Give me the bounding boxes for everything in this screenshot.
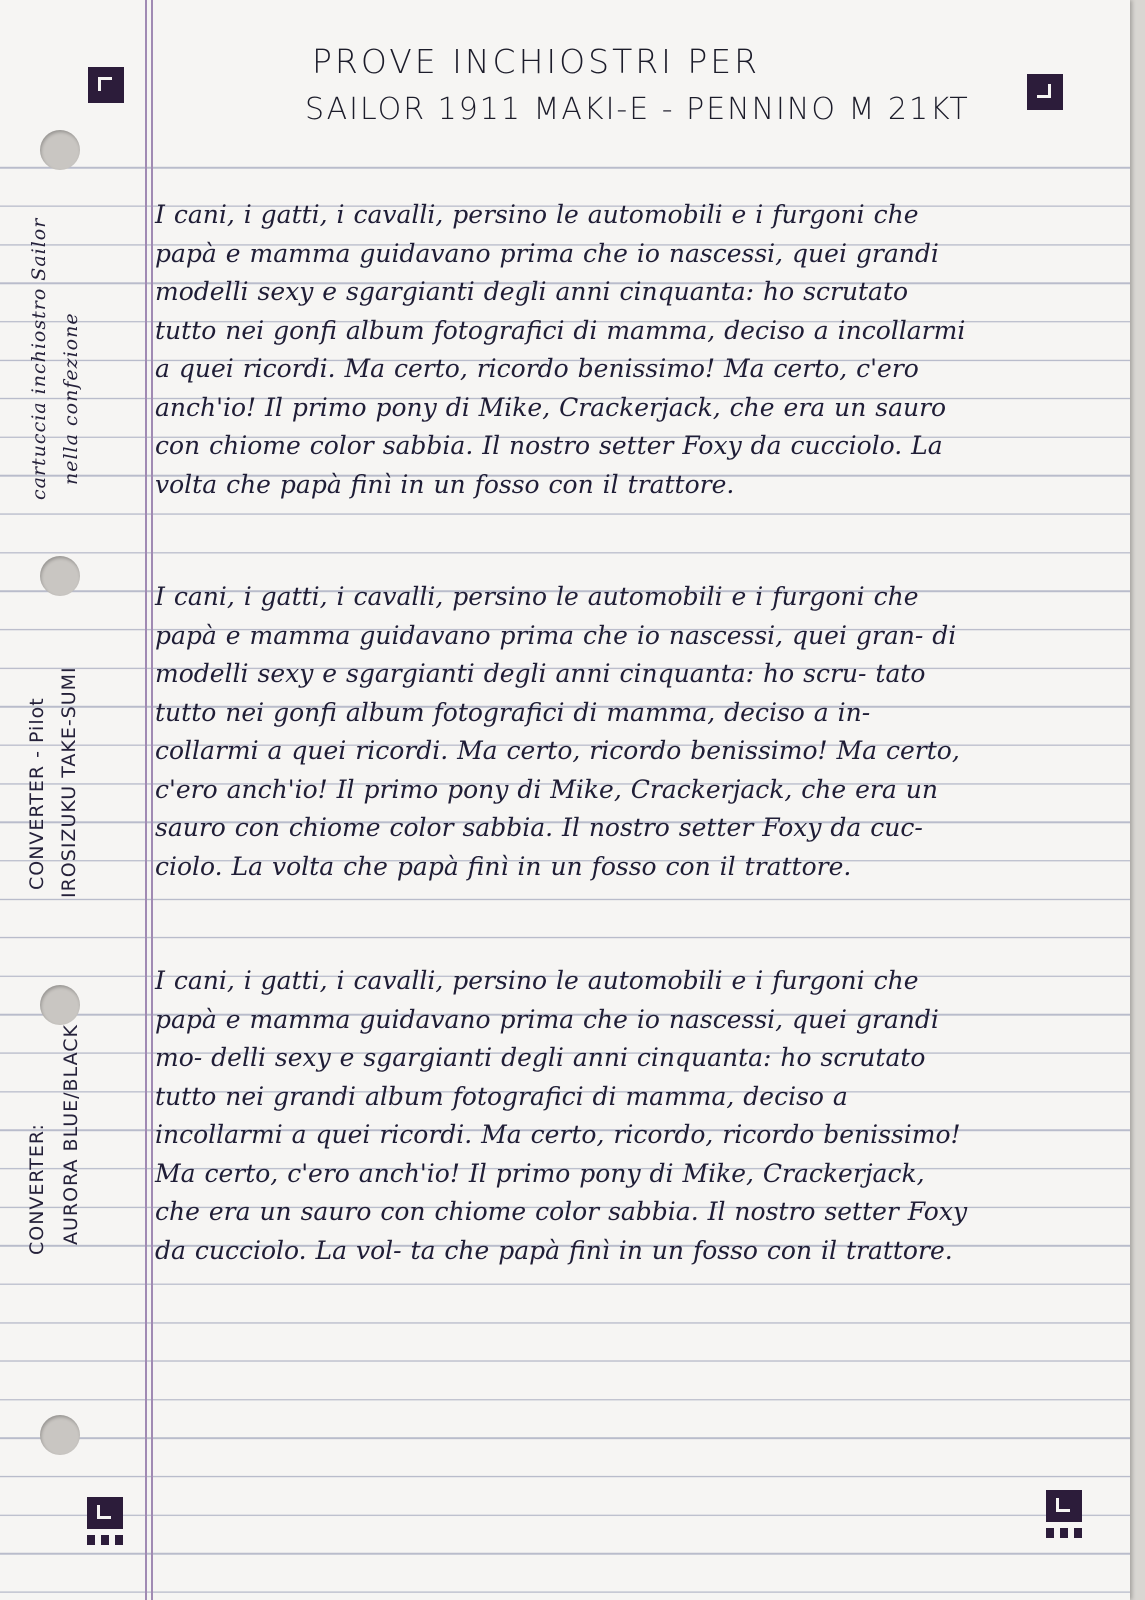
corner-marker-icon [1027,74,1063,110]
binder-hole [40,985,80,1025]
margin-line [151,0,153,1600]
margin-note-pilot-line2: IROSIZUKU TAKE-SUMI [58,666,80,898]
margin-note-sailor-line1: cartuccia inchiostro Sailor [28,217,50,500]
margin-line [145,0,147,1600]
binder-hole [40,556,80,596]
ink-sample-paragraph: I cani, i gatti, i cavalli, persino le automobili e i furgoni che papà e mamma guidavano prima che io nascessi, quei grandi mo- delli sexy e sgargianti degli anni cinquanta: ho scrutato tutto nei grandi album fotografici di mamma, deciso a incollarmi a quei ricordi. Ma certo, ricordo, ricordo benissimo! Ma certo, c'ero anch'io! Il primo pony di Mike, Crackerjack, che era un sauro con chiome color sabbia. Il nostro setter Foxy da cucciolo. La vol- ta che papà finì in un fosso con il trattore. [155,966,968,1265]
margin-note-sailor-line2: nella confezione [60,312,82,485]
margin-note-pilot-line1: CONVERTER - Pilot [26,697,48,890]
corner-marker-icon [88,67,124,103]
page-title: PROVE INCHIOSTRI PER [312,42,761,81]
ink-sample-paragraph: I cani, i gatti, i cavalli, persino le automobili e i furgoni che papà e mamma guidavano prima che io nascessi, quei gran- di modelli sexy e sgargianti degli anni cinquanta: ho scru- tato tutto nei gonfi album fotografici di mamma, deciso a in- collarmi a quei ricordi. Ma certo, ricordo benissimo! Ma certo, c'ero anch'io! Il primo pony di Mike, Crackerjack, che era un sauro con chiome color sabbia. Il nostro setter Foxy da cuc- ciolo. La volta che papà finì in un fosso con il trattore. [155,582,960,881]
binder-hole [40,130,80,170]
corner-marker-icon [87,1497,123,1547]
corner-marker-icon [1046,1490,1082,1540]
margin-note-aurora-line2: AURORA BLUE/BLACK [60,1024,82,1245]
page-subtitle: SAILOR 1911 MAKI-E - PENNINO M 21KT [305,92,970,127]
ink-sample-paragraph: I cani, i gatti, i cavalli, persino le automobili e i furgoni che papà e mamma guidavano prima che io nascessi, quei grandi modelli sexy e sgargianti degli anni cinquanta: ho scrutato tutto nei gonfi album fotografici di mamma, deciso a incollarmi a quei ricordi. Ma certo, ricordo benissimo! Ma certo, c'ero anch'io! Il primo pony di Mike, Crackerjack, che era un sauro con chiome color sabbia. Il nostro setter Foxy da cucciolo. La volta che papà finì in un fosso con il trattore. [155,200,966,499]
binder-hole [40,1415,80,1455]
margin-note-aurora-line1: CONVERTER: [26,1123,48,1255]
